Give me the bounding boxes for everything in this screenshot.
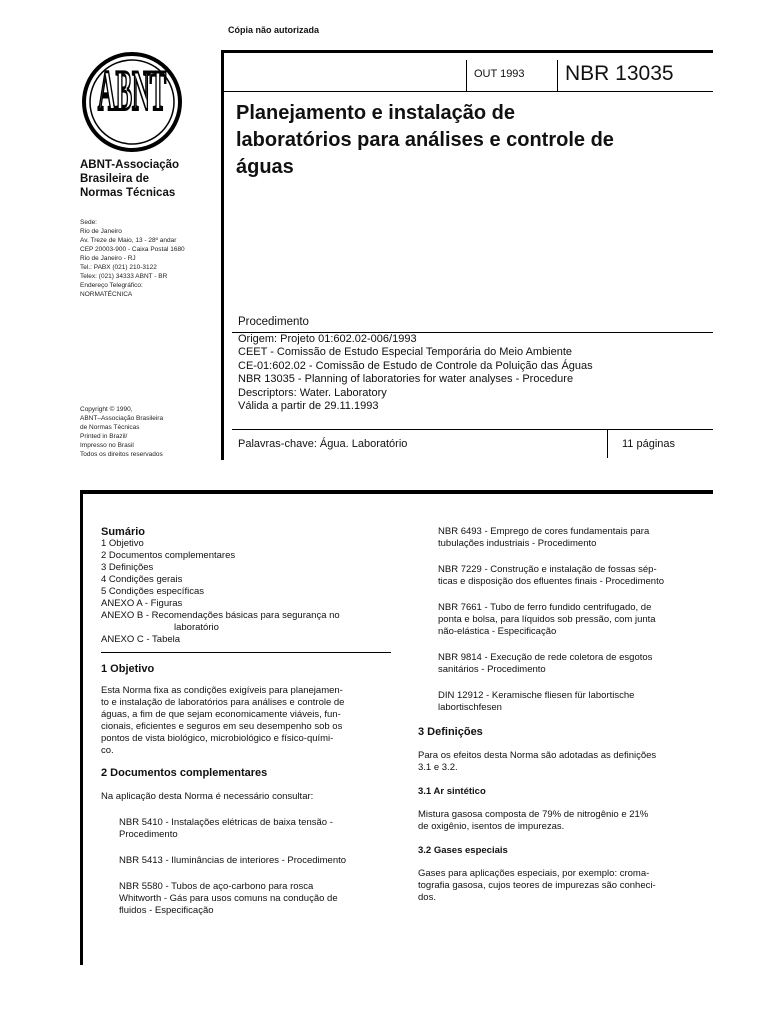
body-top-rule [80,490,713,494]
header-top-rule [221,50,713,53]
copyright-info: Copyright © 1990, ABNT–Associação Brasileira de Normas Técnicas Printed in Brazil/ Impresso no Brasil Todos os direitos reservados [80,406,164,458]
headquarters-info: Sede: Rio de Janeiro Av. Treze de Maio, 13 - 28º andar CEP 20003-900 - Caixa Postal 1680 Rio de Janeiro - RJ Tel.: PABX (021) 210-3122 Telex: (021) 34333 ABNT - BR Endereço Telegráfico: NORMATÉCNICA [80,219,185,298]
summary-item: 2 Documentos complementares [101,550,236,561]
section-3-heading: 3 Definições [418,726,483,738]
reference-item: NBR 7661 - Tubo de ferro fundido centrifugado, de ponta e bolsa, para líquidos sob pressão, com junta não-elástica - Especificação [438,602,656,637]
summary-item: 3 Definições [101,562,154,573]
document-metadata: Origem: Projeto 01:602.02-006/1993 CEET - Comissão de Estudo Especial Temporária do Meio Ambiente CE-01:602.02 - Comissão de Estudo de Controle da Poluição das Águas NBR 13035 - Planning of laboratories for water analyses - Procedure Descriptors: Water. Laboratory Válida a partir de 29.11.1993 [238,333,593,413]
summary-rule [101,652,391,653]
section-1-text: Esta Norma fixa as condições exigíveis para planejamen- to e instalação de laboratórios para análises e controle de águas, a fim de que sejam economicamente viáveis, fun- cionais, eficientes e seguros em seu desempenho sob os pontos de vista biológico, microbiológico e físico-quími- co. [101,685,345,756]
publication-date: OUT 1993 [474,68,525,80]
document-title: Planejamento e instalação de laboratórios para análises e controle de águas [236,102,614,178]
pages-divider [607,430,608,458]
section-3-1-heading: 3.1 Ar sintético [418,786,486,797]
left-column [101,526,391,917]
unauthorized-copy-note: Cópia não autorizada [228,25,320,35]
standard-code: NBR 13035 [565,62,674,85]
reference-item: DIN 12912 - Keramische fliesen für labortische labortischfesen [438,690,635,713]
section-3-1-text: Mistura gasosa composta de 79% de nitrogênio e 21% de oxigênio, isentos de impurezas. [418,809,649,832]
right-column [418,526,713,904]
header-vertical-rule [221,50,224,460]
code-divider [557,60,558,92]
section-2-intro: Na aplicação desta Norma é necessário consultar: [101,791,314,802]
abnt-logo [80,50,184,154]
section-1-heading: 1 Objetivo [101,663,155,675]
abnt-logo-text: ABNT [97,60,167,123]
reference-item: NBR 5580 - Tubos de aço-carbono para rosca Whitworth - Gás para usos comuns na condução de fluidos - Especificação [119,881,338,916]
summary-item: 4 Condições gerais [101,574,183,585]
reference-item: NBR 5413 - Iluminâncias de interiores - Procedimento [119,855,347,866]
section-2-heading: 2 Documentos complementares [101,767,268,779]
body-left-rule [80,490,83,965]
summary-item: 5 Condições específicas [101,586,204,597]
keywords: Palavras-chave: Água. Laboratório [238,438,408,450]
organization-name: ABNT-Associação Brasileira de Normas Técnicas [80,159,180,199]
summary-item: ANEXO C - Tabela [101,634,181,645]
document-type: Procedimento [238,316,309,328]
keywords-top-rule [232,429,713,430]
summary-item: ANEXO B - Recomendações básicas para segurança no [101,610,340,621]
summary-item: laboratório [174,622,219,633]
reference-item: NBR 5410 - Instalações elétricas de baixa tensão - Procedimento [119,817,333,840]
section-3-intro: Para os efeitos desta Norma são adotadas as definições 3.1 e 3.2. [418,750,657,773]
reference-item: NBR 6493 - Emprego de cores fundamentais para tubulações industriais - Procedimento [438,526,650,549]
summary-list [101,538,391,646]
summary-item: ANEXO A - Figuras [101,598,183,609]
summary-heading: Sumário [101,526,146,538]
section-3-2-heading: 3.2 Gases especiais [418,845,508,856]
page-count: 11 páginas [622,438,676,450]
reference-item: NBR 9814 - Execução de rede coletora de esgotos sanitários - Procedimento [438,652,653,675]
summary-item: 1 Objetivo [101,538,144,549]
section-3-2-text: Gases para aplicações especiais, por exemplo: croma- tografia gasosa, cujos teores de impurezas são conheci- dos. [418,868,656,903]
reference-item: NBR 7229 - Construção e instalação de fossas sép- ticas e disposição dos efluentes finais - Procedimento [438,564,665,587]
title-separator [221,91,713,92]
date-divider [466,60,467,92]
